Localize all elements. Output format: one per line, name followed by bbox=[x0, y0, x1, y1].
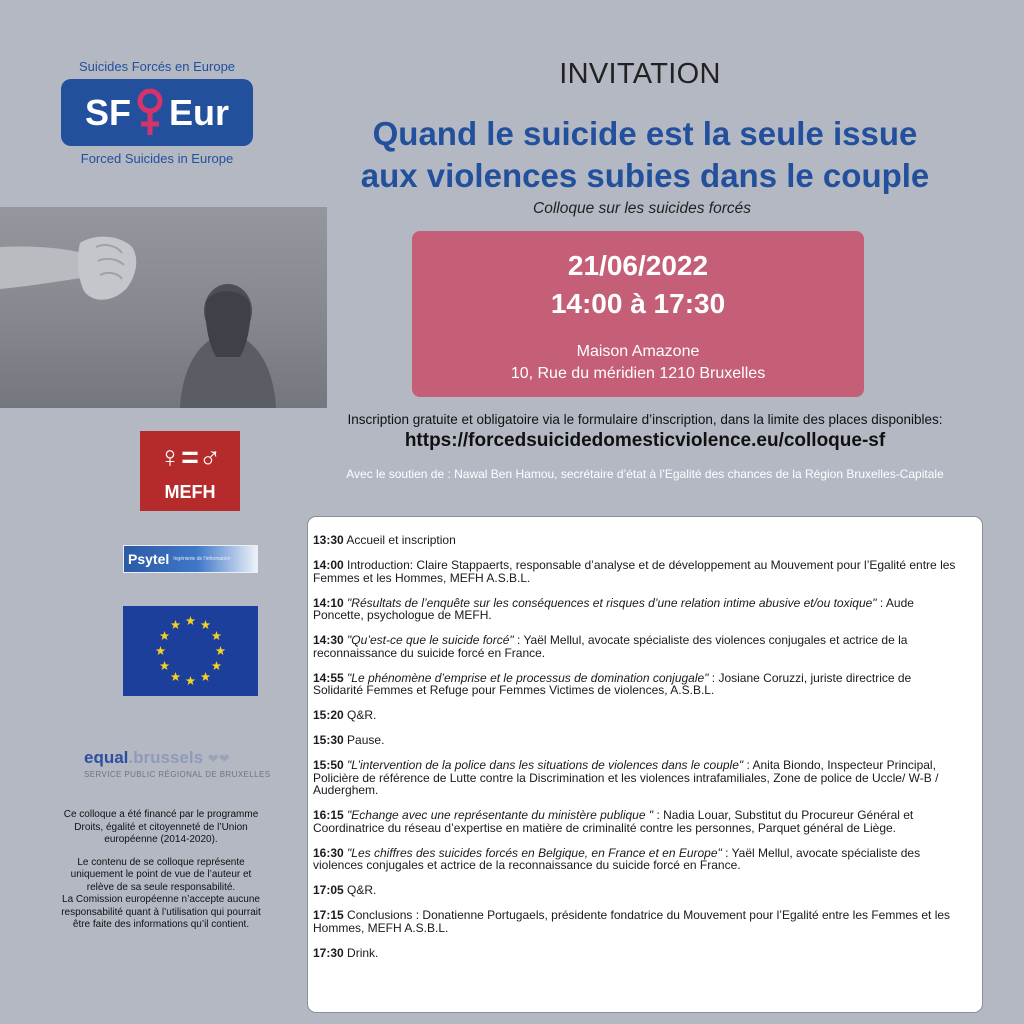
program-description: : Aude Poncette, psychologue de MEFH. bbox=[313, 595, 914, 622]
program-item bbox=[313, 884, 962, 897]
eu-star bbox=[160, 661, 170, 670]
program-talk-title: "Qu’est-ce que le suicide forcé" bbox=[347, 633, 514, 647]
program-description: Drink. bbox=[343, 945, 379, 960]
psytel-logo bbox=[123, 545, 258, 573]
event-date: 21/06/2022 bbox=[567, 250, 709, 281]
equal-brussels-subtitle: SERVICE PUBLIC RÉGIONAL DE BRUXELLES bbox=[84, 770, 271, 779]
program-time: 16:15 bbox=[313, 808, 344, 822]
eu-star bbox=[201, 620, 211, 629]
program-time: 15:50 bbox=[313, 758, 344, 772]
program-talk-title: "L’intervention de la police dans les situations de violences dans le couple" bbox=[347, 758, 744, 772]
equal-brussels-logo bbox=[84, 748, 304, 779]
program-time: 17:05 bbox=[313, 883, 344, 897]
program-talk-title: "Les chiffres des suicides forcés en Belgique, en France et en Europe" bbox=[347, 845, 722, 860]
program-description: : Nadia Louar, Substitut du Procureur Général et Coordinatrice du réseau d’expertise en matière de criminalité contre les personnes, Parquet général de Liège. bbox=[313, 808, 914, 835]
program-item bbox=[313, 909, 962, 934]
program-time: 17:30 bbox=[313, 945, 344, 960]
eu-star bbox=[171, 672, 181, 681]
title-line-2: aux violences subies dans le couple bbox=[360, 157, 930, 194]
program-item bbox=[313, 847, 962, 872]
venus-icon bbox=[135, 85, 165, 141]
event-info-box bbox=[412, 231, 864, 397]
mefh-label: MEFH bbox=[164, 482, 216, 502]
program-item bbox=[313, 559, 962, 584]
hearts-icon: ❤❤ bbox=[207, 751, 230, 766]
program-time: 14:00 bbox=[313, 558, 344, 572]
program-description: Introduction: Claire Stappaerts, responsable d’analyse et de développement au Mouvement pour l’Egalité entre les Femmes et les Hommes, MEFH A.S.B.L. bbox=[313, 558, 956, 585]
program-description: : Anita Biondo, Inspecteur Principal, Policière de référence de Lutte contre la Discrimination et les violences intrafamiliales, Zone de police de Uccle/ W-B / Auderghem. bbox=[313, 758, 939, 797]
eu-star bbox=[186, 676, 196, 685]
eu-flag bbox=[123, 606, 258, 696]
program-talk-title: "Le phénomène d’emprise et le processus de domination conjugale" bbox=[347, 670, 709, 685]
logo-bottom-text: Forced Suicides in Europe bbox=[80, 151, 234, 166]
eu-star bbox=[212, 661, 222, 670]
logo-box bbox=[61, 79, 253, 146]
logo-sf-text: SF bbox=[84, 91, 131, 133]
program-item bbox=[313, 759, 962, 797]
psytel-name: Psytel bbox=[128, 551, 170, 567]
disclaimer-funding: Ce colloque a été financé par le programme Droits, égalité et citoyenneté de l’Union européenne (2014-2020). bbox=[63, 809, 259, 845]
eu-star bbox=[171, 620, 181, 629]
title-line-1: Quand le suicide est la seule issue bbox=[372, 115, 918, 152]
program-item bbox=[313, 947, 962, 960]
program-description: : Yaël Mellul, avocate spécialiste des violences conjugales et actrice de la reconnaissance du suicide forcé en France. bbox=[313, 845, 921, 872]
program-item bbox=[313, 734, 962, 747]
program-schedule bbox=[307, 516, 983, 1013]
program-description: Accueil et inscription bbox=[343, 533, 456, 547]
event-venue: Maison Amazone bbox=[576, 343, 700, 360]
program-talk-title: "Résultats de l’enquête sur les conséquences et risques d’une relation intime abusive et/ou toxique" bbox=[347, 595, 877, 610]
program-description: Q&R. bbox=[343, 883, 377, 897]
program-time: 14:10 bbox=[313, 595, 344, 610]
event-address: 10, Rue du méridien 1210 Bruxelles bbox=[510, 365, 766, 382]
program-item bbox=[313, 534, 962, 547]
program-time: 13:30 bbox=[313, 533, 344, 547]
program-item bbox=[313, 634, 962, 659]
program-time: 15:20 bbox=[313, 708, 344, 722]
invitation-heading: INVITATION bbox=[559, 58, 721, 90]
gender-equality-icon: ♀=♂ bbox=[158, 441, 222, 474]
program-time: 14:55 bbox=[313, 670, 344, 685]
registration-link[interactable]: https://forcedsuicidedomesticviolence.eu/colloque-sf bbox=[404, 430, 886, 451]
fist-and-woman-illustration bbox=[0, 207, 327, 408]
mefh-logo bbox=[140, 431, 240, 511]
eu-star bbox=[186, 616, 196, 625]
program-description: Pause. bbox=[343, 733, 385, 747]
funding-disclaimer bbox=[56, 809, 266, 942]
equal-brussels-name: equal bbox=[84, 748, 129, 767]
program-time: 17:15 bbox=[313, 908, 344, 922]
equal-brussels-suffix: .brussels bbox=[128, 748, 204, 767]
page-subtitle: Colloque sur les suicides forcés bbox=[533, 200, 751, 217]
eu-stars-icon bbox=[123, 606, 258, 696]
disclaimer-responsibility: La Comission européenne n’accepte aucune responsabilité quant à l’utilisation qui pourrait être faite des informations qu’il contient. bbox=[61, 894, 261, 930]
psytel-tagline: Ingénierie de l'information bbox=[173, 556, 231, 562]
support-text: Avec le soutien de : Nawal Ben Hamou, secrétaire d’état à l’Egalité des chances de la Région Bruxelles-Capitale bbox=[346, 467, 944, 481]
page-title bbox=[296, 113, 994, 197]
program-talk-title: "Echange avec une représentante du ministère publique " bbox=[347, 808, 654, 822]
eu-star bbox=[212, 631, 222, 640]
program-description: : Josiane Coruzzi, juriste directrice de Solidarité Femmes et Refuge pour Femmes Victimes de violences, A.S.B.L. bbox=[313, 670, 912, 697]
program-item bbox=[313, 709, 962, 722]
eu-star bbox=[201, 672, 211, 681]
program-description: Q&R. bbox=[343, 708, 377, 722]
eu-star bbox=[156, 646, 166, 655]
disclaimer-content: Le contenu de se colloque représente uniquement le point de vue de l’auteur et relève de sa seule responsabilité. bbox=[70, 856, 252, 893]
program-time: 14:30 bbox=[313, 633, 344, 647]
program-description: Conclusions : Donatienne Portugaels, présidente fondatrice du Mouvement pour l’Egalité entre les Femmes et les Hommes, MEFH A.S.B.L. bbox=[313, 908, 951, 935]
registration-text: Inscription gratuite et obligatoire via le formulaire d’inscription, dans la limite des places disponibles: bbox=[347, 412, 943, 427]
program-time: 15:30 bbox=[313, 733, 344, 747]
logo-eur-text: Eur bbox=[169, 91, 230, 133]
program-description: : Yaël Mellul, avocate spécialiste des violences conjugales et actrice de la reconnaissance du suicide forcé en France. bbox=[313, 633, 908, 660]
logo-top-text: Suicides Forcés en Europe bbox=[78, 59, 236, 74]
program-item bbox=[313, 809, 962, 834]
program-item bbox=[313, 597, 962, 622]
event-time: 14:00 à 17:30 bbox=[550, 288, 726, 319]
eu-star bbox=[160, 631, 170, 640]
header-photo bbox=[0, 207, 327, 408]
program-time: 16:30 bbox=[313, 845, 344, 860]
program-item bbox=[313, 672, 962, 697]
eu-star bbox=[216, 646, 226, 655]
